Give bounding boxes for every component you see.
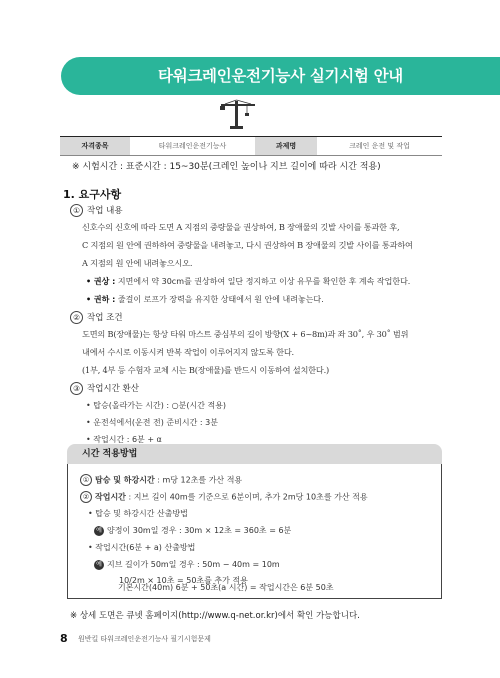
- example-badge: 예: [94, 560, 104, 570]
- info-table: [60, 136, 442, 156]
- subheading-number: ②: [70, 311, 83, 324]
- time-item: • 작업시간 : 6분 + α: [86, 435, 162, 444]
- page-number: 8: [60, 632, 68, 645]
- bottom-note: ※ 상세 도면은 큐넷 홈페이지(http://www.q-net.or.kr)에서 확인 가능합니다.: [70, 611, 360, 621]
- bullet-text: 줄걸이 로프가 장력을 유지한 상태에서 원 안에 내려놓는다.: [115, 295, 324, 304]
- exam-time-note: ※ 시험시간 : 표준시간 : 15~30분(크레인 높이나 지브 길이에 따라 시간 적용): [72, 162, 381, 172]
- footer-book-title: 원반킬 타워크레인운전기능사 필기시험문제: [78, 635, 211, 643]
- example-badge: 예: [94, 526, 104, 536]
- table-value-qualification: 타워크레인운전기능사: [158, 142, 227, 150]
- paragraph-line: A 지점의 원 안에 내려놓으시오.: [82, 258, 193, 268]
- bullet-hoist: [86, 276, 410, 287]
- example-text: 양정이 30m일 경우 : 30m × 12초 = 360초 = 6분: [107, 526, 292, 535]
- rule-number: ②: [80, 491, 92, 503]
- section-title: 1. 요구사항: [63, 188, 122, 201]
- time-method-header: [67, 444, 442, 464]
- example-work: [94, 559, 280, 570]
- rule-term: 작업시간: [95, 492, 126, 502]
- subheading-number: ①: [70, 204, 83, 217]
- rule-term: 탑승 및 하강시간: [95, 475, 155, 485]
- table-header-qualification: 자격종목: [60, 137, 130, 155]
- bullet-term: • 권상 :: [86, 277, 116, 286]
- paragraph-line: 신호수의 신호에 따라 도면 A 지점의 중량물을 권상하여, B 장애물의 깃발 사이를 통과한 후,: [82, 222, 400, 232]
- calc-method-work: • 작업시간(6분 + a) 산출방법: [88, 543, 196, 552]
- example-work-line2: 10/2m × 10초 = 50초를 추가 적용: [119, 576, 248, 585]
- tower-crane-icon: [215, 99, 259, 129]
- paragraph-line: (1부, 4부 등 수험자 교체 시는 B(장애물)를 반드시 이동하여 설치한다.): [82, 365, 329, 375]
- paragraph-line: 도면의 B(장애물)는 항상 타워 마스트 중심부의 길이 방향(X + 6~8m)과 좌 30˚, 우 30˚ 범위: [82, 329, 409, 339]
- example-work-line3: 기본시간(40m) 6분 + 50초(a 시간) = 작업시간은 6분 50초: [118, 583, 334, 592]
- paragraph-line: C 지점의 원 안에 권하하여 중량물을 내려놓고, 다시 권상하여 B 장애물의 깃발 사이를 통과하여: [82, 240, 413, 250]
- example-text: 지브 길이가 50m일 경우 : 50m − 40m = 10m: [107, 560, 280, 569]
- subheading-label: 작업 내용: [87, 206, 123, 216]
- rule-text: : 지브 길이 40m를 기준으로 6분이며, 추가 2m당 10초를 가산 적용: [125, 492, 368, 502]
- time-item: • 탑승(올라가는 시간) : ○분(시간 적용): [86, 401, 227, 410]
- bullet-text: 지면에서 약 30cm를 권상하여 일단 정지하고 이상 유무를 확인한 후 계속 작업한다.: [115, 277, 411, 286]
- subheading-time-conversion: [70, 382, 139, 395]
- subheading-work-content: [70, 204, 123, 217]
- subheading-number: ③: [70, 382, 83, 395]
- calc-method-boarding: • 탑승 및 하강시간 산출방법: [88, 509, 188, 518]
- subheading-work-conditions: [70, 311, 123, 324]
- subheading-label: 작업 조건: [87, 313, 123, 323]
- bullet-term: • 권하 :: [86, 295, 116, 304]
- rule-text: : m당 12초를 가산 적용: [154, 475, 243, 485]
- table-header-task: 과제명: [255, 137, 317, 155]
- title-banner: [61, 57, 500, 95]
- time-item: • 운전석에서(운전 전) 준비시간 : 3분: [86, 418, 218, 427]
- time-rule-work: [80, 491, 368, 503]
- page-title: 타워크레인운전기능사 실기시험 안내: [158, 67, 403, 85]
- time-method-title: 시간 적용방법: [82, 449, 138, 459]
- bullet-lower: [86, 294, 324, 305]
- time-method-box: [67, 464, 442, 599]
- rule-number: ①: [80, 474, 92, 486]
- subheading-label: 작업시간 환산: [87, 384, 139, 394]
- paragraph-line: 내에서 수시로 이동시켜 반복 작업이 이루어지지 않도록 한다.: [82, 347, 294, 357]
- table-value-task: 크레인 운전 및 작업: [349, 142, 410, 150]
- example-boarding: [94, 525, 291, 536]
- time-rule-boarding: [80, 474, 242, 486]
